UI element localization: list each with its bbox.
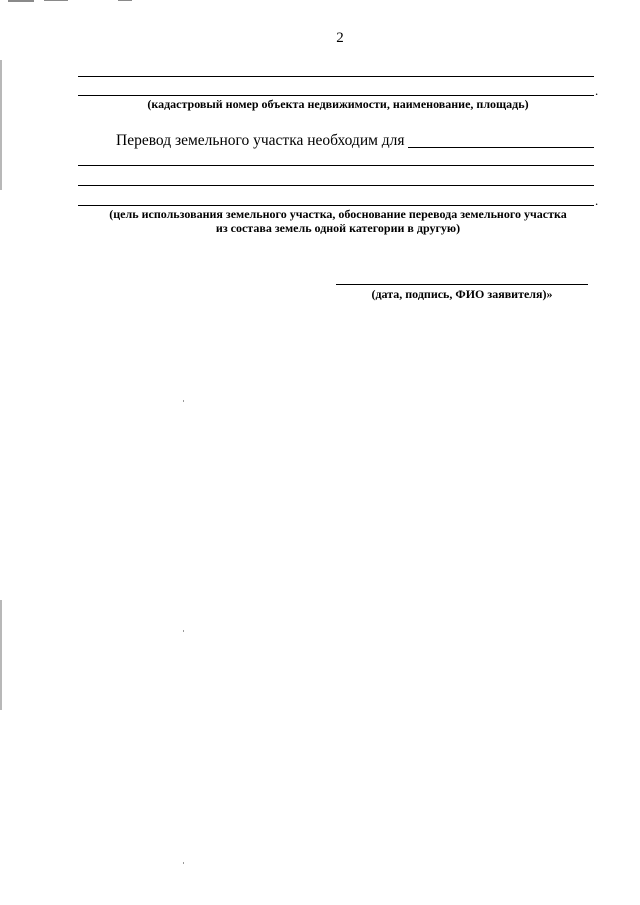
object-blank-line-1: [78, 76, 594, 77]
transfer-caption-line-2: из состава земель одной категории в другую): [215, 221, 461, 235]
scan-artifact-top-mid: [118, 0, 132, 1]
signature-blank-line: [336, 284, 588, 285]
transfer-blank-line-2: [78, 185, 594, 186]
scan-artifact-top-left-2: [44, 0, 68, 1]
transfer-blank-line-1: [78, 165, 594, 166]
transfer-purpose-label: Перевод земельного участка необходим для: [116, 132, 405, 149]
object-blank-line-2: [78, 95, 594, 96]
transfer-field-terminal-dot: .: [595, 193, 599, 208]
object-field-terminal-dot: .: [595, 83, 599, 98]
transfer-inline-blank: [408, 147, 594, 148]
object-field-caption: (кадастровый номер объекта недвижимости, наименование, площадь): [147, 97, 529, 111]
scan-speck-1: [183, 400, 184, 402]
transfer-caption-line-1: (цель использования земельного участка, обоснование перевода земельного участка: [109, 207, 567, 221]
page-number: 2: [336, 30, 344, 46]
scan-left-edge-lower: [0, 600, 2, 710]
scan-speck-3: [183, 862, 184, 864]
transfer-blank-line-3: [78, 205, 594, 206]
scan-speck-2: [183, 630, 184, 632]
scan-artifact-top-left: [8, 0, 34, 2]
signature-caption: (дата, подпись, ФИО заявителя)»: [371, 287, 553, 301]
scan-left-edge-upper: [0, 60, 2, 190]
